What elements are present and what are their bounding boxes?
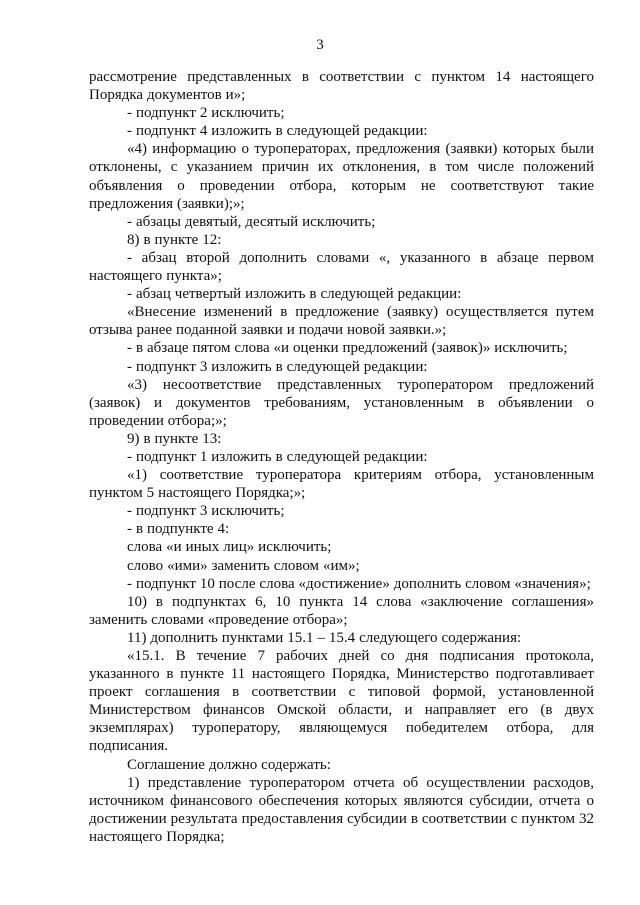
paragraph: - абзац четвертый изложить в следующей редакции: xyxy=(127,286,462,303)
paragraph: «Внесение изменений в предложение (заявку) осуществляется путем отзыва ранее поданной заявки и подачи новой заявки.»; xyxy=(89,304,594,339)
paragraph: - подпункт 2 исключить; xyxy=(127,105,285,122)
paragraph: «1) соответствие туроператора критериям отбора, установленным пунктом 5 настоящего Порядка;»; xyxy=(89,467,594,502)
paragraph: 11) дополнить пунктами 15.1 – 15.4 следующего содержания: xyxy=(127,629,522,646)
paragraph: - подпункт 3 изложить в следующей редакции: xyxy=(127,358,428,375)
paragraph: «3) несоответствие представленных туроператором предложений (заявок) и документов требованиям, установленным в объявлении о проведении отбора;»; xyxy=(89,376,594,429)
paragraph: 9) в пункте 13: xyxy=(127,430,222,447)
paragraph: - абзацы девятый, десятый исключить; xyxy=(127,213,376,230)
paragraph: «4) информацию о туроператорах, предложения (заявки) которых были отклонены, с указанием причин их отклонения, в том числе положений объявления о проведении отбора, которым не соответствуют такие предложения (заявки);»; xyxy=(89,141,594,212)
paragraph: - подпункт 4 изложить в следующей редакции: xyxy=(127,123,428,140)
paragraph: Соглашение должно содержать: xyxy=(127,756,331,773)
paragraph: - в абзаце пятом слова «и оценки предложений (заявок)» исключить; xyxy=(127,340,568,357)
paragraph: - абзац второй дополнить словами «, указанного в абзаце первом настоящего пункта»; xyxy=(89,249,594,285)
paragraph: «15.1. В течение 7 рабочих дней со дня подписания протокола, указанного в пункте 11 настоящего Порядка, Министерство подготавливает проект соглашения в соответствии с типовой формой, установленной Министерством финансов Омской области, и направляет его (в двух экземплярах) туроператору, являющемуся победителем отбора, для подписания. xyxy=(89,648,594,755)
paragraph: - в подпункте 4: xyxy=(127,521,230,538)
paragraph: - подпункт 1 изложить в следующей редакции: xyxy=(127,448,428,465)
paragraph: слова «и иных лиц» исключить; xyxy=(127,539,332,556)
paragraph: 10) в подпунктах 6, 10 пункта 14 слова «заключение соглашения» заменить словами «проведение отбора»; xyxy=(89,593,594,628)
paragraph: 1) представление туроператором отчета об осуществлении расходов, источником финансового обеспечения которых являются субсидии, отчета о достижении результата предоставления субсидии в соответствии с пунктом 32 настоящего Порядка; xyxy=(89,774,594,845)
document-body xyxy=(89,68,594,846)
paragraph: 8) в пункте 12: xyxy=(127,231,222,248)
page-number: 3 xyxy=(316,37,324,53)
paragraph: слово «ими» заменить словом «им»; xyxy=(127,557,360,574)
paragraph: - подпункт 3 исключить; xyxy=(127,503,285,520)
paragraph: - подпункт 10 после слова «достижение» дополнить словом «значения»; xyxy=(127,575,591,592)
paragraph: рассмотрение представленных в соответствии с пунктом 14 настоящего Порядка документов и»; xyxy=(89,69,594,104)
